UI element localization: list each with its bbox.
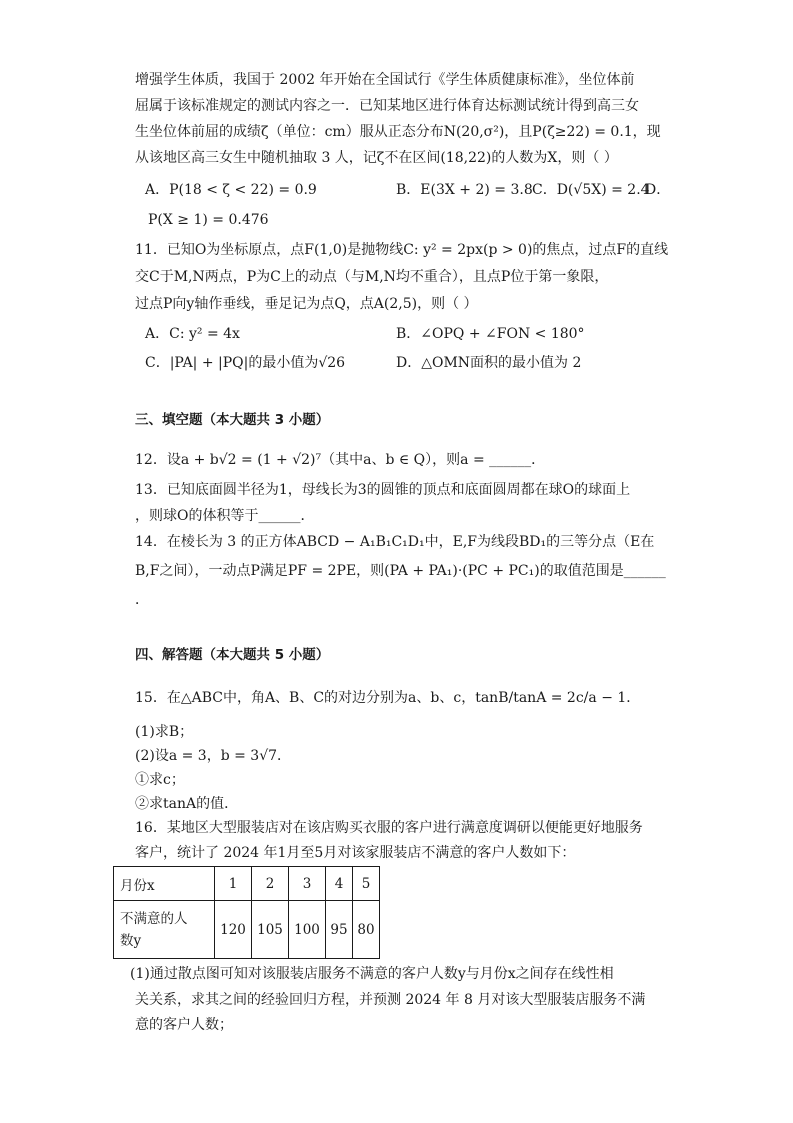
table-cell: 95 <box>326 901 353 959</box>
text-line: (1)求B； <box>135 724 194 740</box>
option-a: A．P(18 < ζ < 22) = 0.9 <box>145 182 317 198</box>
option-c: C．D(√5X) = 2.4 <box>532 182 650 198</box>
option-b: B．E(3X + 2) = 3.8 <box>396 182 533 198</box>
option-d: D．△OMN面积的最小值为 2 <box>396 355 582 371</box>
table-cell: 5 <box>353 867 380 901</box>
data-table <box>113 866 380 959</box>
text-line: (2)设a = 3，b = 3√7． <box>135 748 292 764</box>
question-15: 15．在△ABC中，角A、B、C的对边分别为a、b、c，tanB/tanA = 2c/a − 1． <box>135 690 641 706</box>
text-line: ，则球O的体积等于______． <box>135 508 315 524</box>
section-heading: 四、解答题（本大题共 5 小题） <box>135 647 330 663</box>
text-line: 客户，统计了 2024 年1月至5月对该家服装店不满意的客户人数如下： <box>135 845 576 861</box>
table-cell-text: 不满意的人 <box>120 910 188 927</box>
text-line: 过点P向y轴作垂线，垂足记为点Q，点A(2,5)，则（ ） <box>135 296 478 312</box>
table-cell: 1 <box>215 867 252 901</box>
table-cell: 120 <box>215 901 252 959</box>
text-line: 屈属于该标准规定的测试内容之一．已知某地区进行体育达标测试统计得到高三女 <box>135 98 639 114</box>
text-line: 交C于M,N两点，P为C上的动点（与M,N均不重合），且点P位于第一象限， <box>135 269 609 285</box>
table-cell: 3 <box>289 867 326 901</box>
table-cell-text: 数y <box>120 932 142 949</box>
table-cell: 4 <box>326 867 353 901</box>
table-cell: 100 <box>289 901 326 959</box>
question-13: 13．已知底面圆半径为1，母线长为3的圆锥的顶点和底面圆周都在球O的球面上 <box>135 482 631 498</box>
option-b: B．∠OPQ + ∠FON < 180° <box>396 326 585 342</box>
text-line: ． <box>135 592 149 608</box>
text-line: 从该地区高三女生中随机抽取 3 人，记ζ不在区间(18,22)的人数为X，则（ ） <box>135 150 618 166</box>
text-line: 增强学生体质，我国于 2002 年开始在全国试行《学生体质健康标准》，坐位体前 <box>135 72 635 88</box>
text-line: 关关系，求其之间的经验回归方程，并预测 2024 年 8 月对该大型服装店服务不满 <box>135 992 646 1008</box>
text-line: B,F之间），一动点P满足PF = 2PE，则(PA + PA₁)·(PC + PC₁)的取值范围是______ <box>135 563 666 579</box>
text-line: (1)通过散点图可知对该服装店服务不满意的客户人数y与月份x之间存在线性相 <box>130 966 614 982</box>
table-cell: 月份x <box>114 867 215 901</box>
option-d-label: D． <box>645 182 671 198</box>
table-cell <box>114 901 215 959</box>
text-line: ②求tanA的值． <box>135 796 239 812</box>
question-16: 16．某地区大型服装店对在该店购买衣服的客户进行满意度调研以便能更好地服务 <box>135 820 643 836</box>
question-12: 12．设a + b√2 = (1 + √2)⁷（其中a、b ∈ Q），则a = ______． <box>135 452 546 468</box>
table-cell: 80 <box>353 901 380 959</box>
table-cell: 105 <box>252 901 289 959</box>
text-line: 生坐位体前屈的成绩ζ（单位：cm）服从正态分布N(20,σ²)，且P(ζ≥22) = 0.1，现 <box>135 124 661 140</box>
question-14: 14．在棱长为 3 的正方体ABCD − A₁B₁C₁D₁中，E,F为线段BD₁的三等分点（E在 <box>135 534 655 550</box>
option-d: P(X ≥ 1) = 0.476 <box>148 212 269 228</box>
table-row <box>114 901 380 959</box>
table-cell: 2 <box>252 867 289 901</box>
question-11: 11．已知O为坐标原点，点F(1,0)是抛物线C: y² = 2px(p > 0)的焦点，过点F的直线 <box>135 242 669 258</box>
section-heading: 三、填空题（本大题共 3 小题） <box>135 412 330 428</box>
option-c: C．|PA| + |PQ|的最小值为√26 <box>145 355 346 371</box>
option-a: A．C: y² = 4x <box>145 326 240 342</box>
text-line: ①求c； <box>135 772 185 788</box>
table-row <box>114 867 380 901</box>
text-line: 意的客户人数； <box>135 1017 233 1033</box>
